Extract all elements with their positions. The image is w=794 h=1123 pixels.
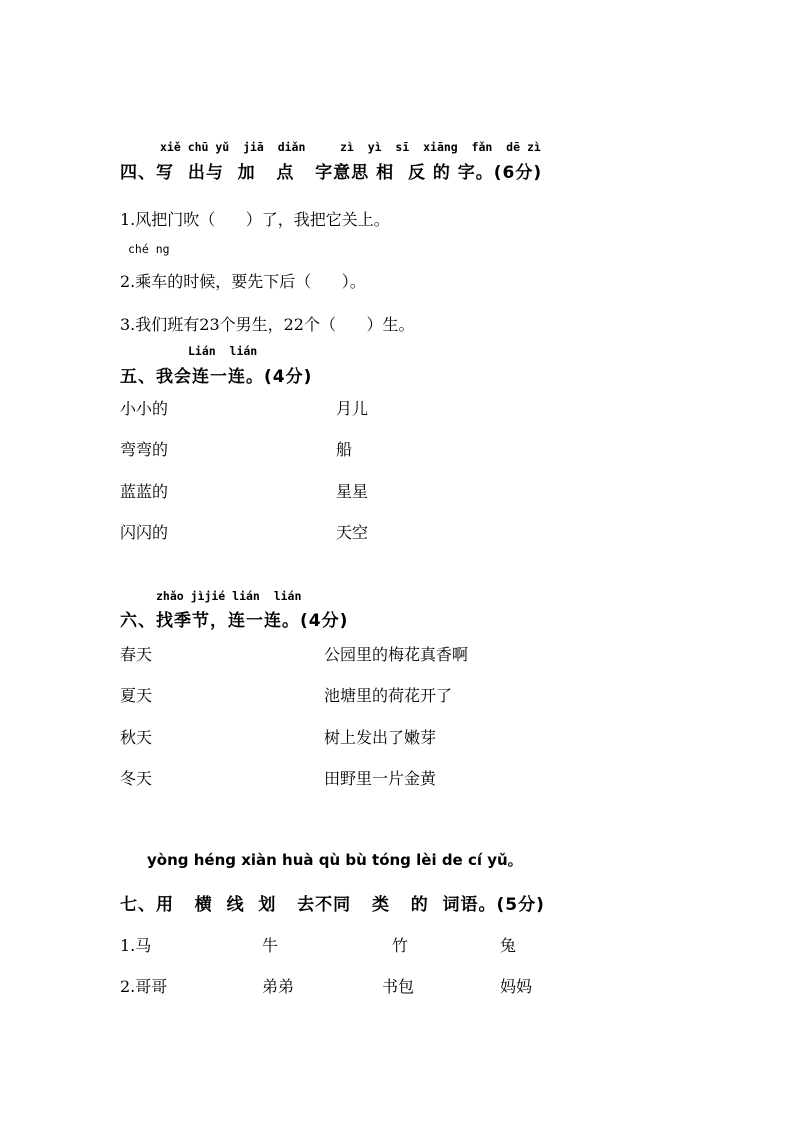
section7-word: 牛 bbox=[262, 936, 279, 955]
section6-heading: 六、找季节，连一连。(4分) bbox=[120, 611, 349, 631]
section6-season: 夏天 bbox=[120, 686, 153, 705]
section4-item-2-pinyin: ché ng bbox=[128, 242, 170, 256]
section5-right-item: 月儿 bbox=[336, 399, 369, 418]
section5-pinyin: Lián lián bbox=[188, 344, 258, 358]
section7-word: 妈妈 bbox=[500, 977, 533, 996]
section5-left-item: 小小的 bbox=[120, 399, 169, 418]
section7-word: 竹 bbox=[392, 936, 409, 955]
section4-item-2: 2.乘车的时候，要先下后（ ）。 bbox=[120, 272, 366, 291]
section6-scene: 田野里一片金黄 bbox=[324, 769, 437, 788]
section6-scene: 树上发出了嫩芽 bbox=[324, 728, 437, 747]
section5-left-item: 蓝蓝的 bbox=[120, 482, 169, 501]
section4-heading: 四、写 出与 加 点 字意思 相 反 的 字。(6分) bbox=[120, 163, 543, 183]
section5-heading: 五、我会连一连。(4分) bbox=[120, 367, 313, 387]
section6-season: 冬天 bbox=[120, 769, 153, 788]
section5-right-item: 星星 bbox=[336, 482, 369, 501]
section4-pinyin: xiě chū yǔ jiā diǎn zì yì sī xiāng fǎn dē zì bbox=[160, 140, 541, 154]
section6-pinyin: zhǎo jìjié lián lián bbox=[156, 589, 302, 603]
section7-heading: 七、用 横 线 划 去不同 类 的 词语。(5分) bbox=[120, 895, 545, 915]
section4-item-3: 3.我们班有23个男生，22个（ ）生。 bbox=[120, 315, 415, 334]
section4-item-1: 1.风把门吹（ ）了，我把它关上。 bbox=[120, 210, 390, 229]
section5-right-item: 天空 bbox=[336, 523, 369, 542]
section6-season: 秋天 bbox=[120, 728, 153, 747]
section5-left-item: 闪闪的 bbox=[120, 523, 169, 542]
section7-word: 1.马 bbox=[120, 936, 152, 955]
section7-word: 兔 bbox=[500, 936, 517, 955]
section6-scene: 公园里的梅花真香啊 bbox=[324, 645, 469, 664]
section6-scene: 池塘里的荷花开了 bbox=[324, 686, 453, 705]
section6-season: 春天 bbox=[120, 645, 153, 664]
section5-right-item: 船 bbox=[336, 440, 353, 459]
section7-word: 弟弟 bbox=[262, 977, 295, 996]
section7-word: 书包 bbox=[382, 977, 415, 996]
section5-left-item: 弯弯的 bbox=[120, 440, 169, 459]
section7-pinyin: yòng héng xiàn huà qù bù tóng lèi de cí yǔ。 bbox=[147, 851, 523, 869]
section7-word: 2.哥哥 bbox=[120, 977, 168, 996]
